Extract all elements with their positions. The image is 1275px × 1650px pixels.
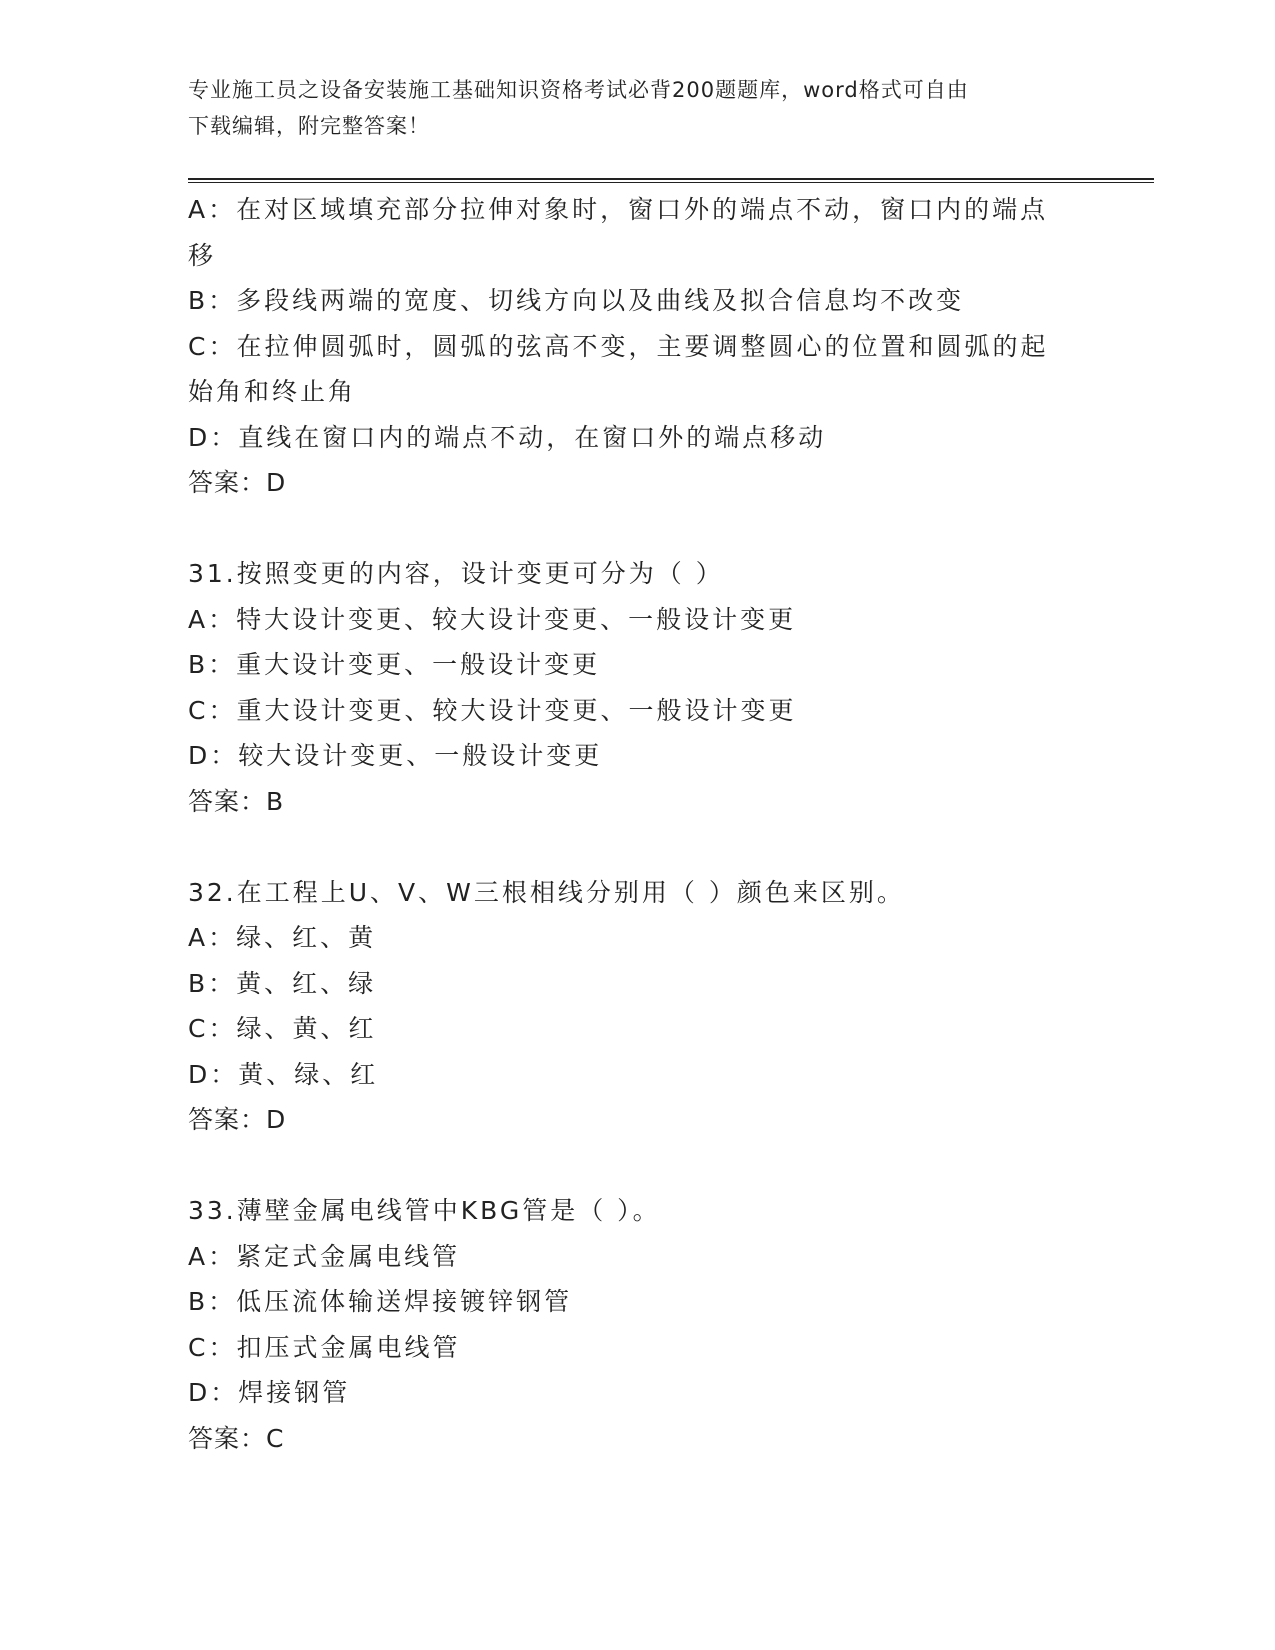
question-30 bbox=[188, 187, 1078, 506]
question-list bbox=[188, 187, 1078, 1461]
option-c: C：绿、黄、红 bbox=[188, 1014, 377, 1043]
option-a: A：特大设计变更、较大设计变更、一般设计变更 bbox=[188, 604, 797, 634]
question-stem: 32.在工程上U、V、W三根相线分别用（ ）颜色来区别。 bbox=[188, 877, 905, 907]
option-a: A：紧定式金属电线管 bbox=[188, 1241, 461, 1271]
option-c-line-1: C：在拉伸圆弧时，圆弧的弦高不变，主要调整圆心的位置和圆弧的起 bbox=[188, 331, 1049, 361]
option-d: D：较大设计变更、一般设计变更 bbox=[188, 741, 603, 770]
spacer bbox=[188, 824, 1078, 870]
header-divider bbox=[188, 178, 1154, 183]
header-title-line-2: 下载编辑，附完整答案！ bbox=[188, 114, 430, 138]
option-b: B：低压流体输送焊接镀锌钢管 bbox=[188, 1287, 573, 1316]
answer: 答案：D bbox=[188, 1105, 287, 1134]
answer: 答案：D bbox=[188, 468, 287, 497]
option-c: C：扣压式金属电线管 bbox=[188, 1332, 461, 1362]
answer: 答案：C bbox=[188, 1423, 285, 1453]
answer: 答案：B bbox=[188, 786, 285, 816]
document-header bbox=[188, 72, 1088, 144]
option-b: B：重大设计变更、一般设计变更 bbox=[188, 650, 601, 679]
header-title-line-1: 专业施工员之设备安装施工基础知识资格考试必背200题题库，word格式可自由 bbox=[188, 78, 969, 102]
option-a-line-1: A：在对区域填充部分拉伸对象时，窗口外的端点不动，窗口内的端点 bbox=[188, 195, 1049, 224]
option-b: B：黄、红、绿 bbox=[188, 968, 377, 998]
option-a-line-2: 移 bbox=[188, 240, 217, 270]
option-d: D：黄、绿、红 bbox=[188, 1059, 379, 1089]
spacer bbox=[188, 1143, 1078, 1189]
question-32 bbox=[188, 870, 1078, 1143]
option-a: A：绿、红、黄 bbox=[188, 923, 377, 952]
question-stem: 33.薄壁金属电线管中KBG管是（ ）。 bbox=[188, 1196, 661, 1225]
option-c: C：重大设计变更、较大设计变更、一般设计变更 bbox=[188, 695, 797, 725]
question-stem: 31.按照变更的内容，设计变更可分为（ ） bbox=[188, 559, 724, 588]
spacer bbox=[188, 506, 1078, 552]
option-b: B：多段线两端的宽度、切线方向以及曲线及拟合信息均不改变 bbox=[188, 286, 965, 315]
question-31 bbox=[188, 551, 1078, 824]
option-c-line-2: 始角和终止角 bbox=[188, 377, 357, 406]
option-d: D：焊接钢管 bbox=[188, 1378, 351, 1407]
option-d: D：直线在窗口内的端点不动，在窗口外的端点移动 bbox=[188, 422, 827, 452]
question-33 bbox=[188, 1188, 1078, 1461]
